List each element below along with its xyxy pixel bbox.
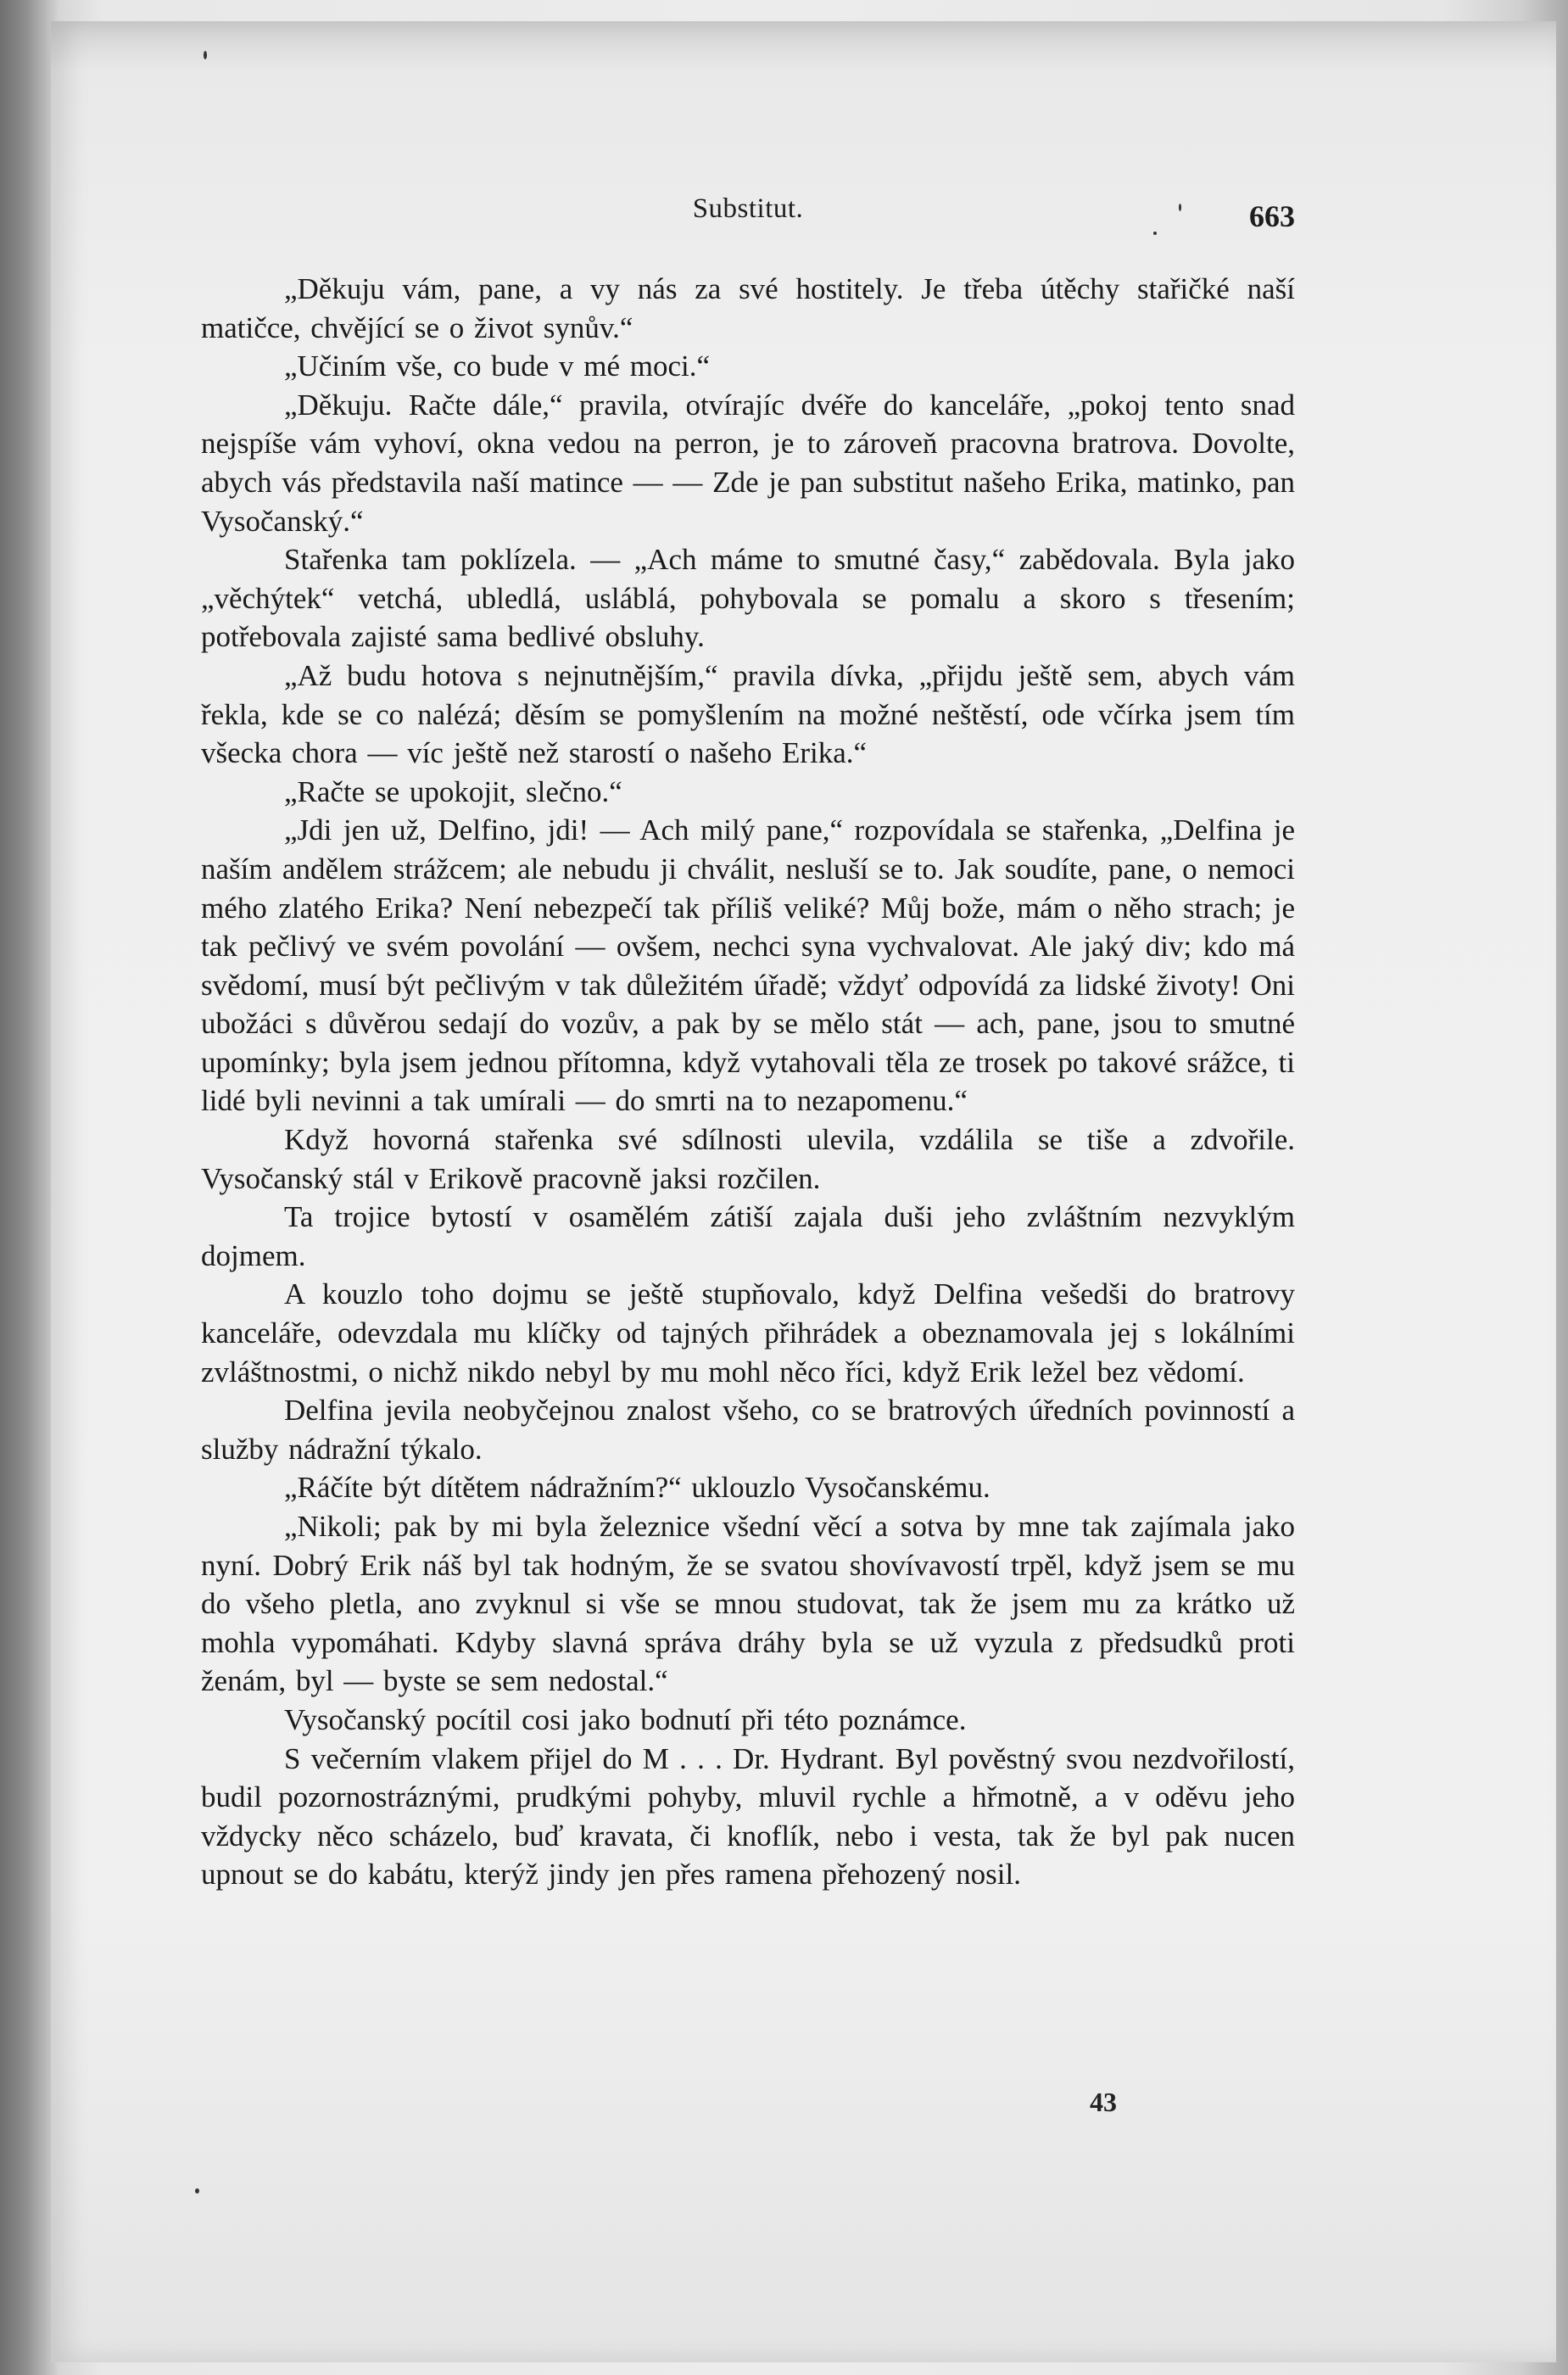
paragraph: „Račte se upokojit, slečno.“ <box>284 774 622 808</box>
paragraph: S večerním vlakem přijel do M . . . Dr. Hydrant. Byl pověstný svou nezdvořilostí, budil pozornostráznými, prudkými pohyby, mluvil rychle a hřmotně, a v oděvu jeho vždycky něco scházelo, buď kravata, či knoflík, nebo i vesta, tak že byl pak nucen upnout se do kabátu, kterýž jindy jen přes ramena přehozený nosil. <box>201 1741 1295 1892</box>
body-text <box>201 270 1295 1894</box>
paragraph: Stařenka tam poklízela. — „Ach máme to smutné časy,“ zabědovala. Byla jako „věchýtek“ vetchá, ubledlá, usláblá, pohybovala se pomalu a skoro s třesením; potřebovala zajisté sama bedlivé obsluhy. <box>201 543 1295 654</box>
print-speck <box>195 2188 199 2193</box>
paragraph: Když hovorná stařenka své sdílnosti ulevila, vzdálila se tiše a zdvořile. Vysočanský stál v Erikově pracovně jaksi rozčilen. <box>201 1123 1295 1195</box>
paragraph: „Nikoli; pak by mi byla železnice všední věcí a sotva by mne tak zajímala jako nyní. Dobrý Erik náš byl tak hodným, že se svatou shovívavostí trpěl, když jsem se mu do všeho pletla, ano zvyknul si vše se mnou studovat, tak že jsem mu za krátko už mohla vypomáhati. Kdyby slavná správa dráhy byla se už vyzula z předsudků proti ženám, byl — byste se sem nedostal.“ <box>201 1510 1295 1698</box>
paragraph: A kouzlo toho dojmu se ještě stupňovalo, když Delfina vešedši do bratrovy kanceláře, odevzdala mu klíčky od tajných přihrádek a obeznamovala jej s lokálními zvláštnostmi, o nichž nikdo nebyl by mu mohl něco říci, když Erik ležel bez vědomí. <box>201 1277 1295 1389</box>
paragraph: „Ráčíte být dítětem nádražním?“ uklouzlo Vysočanskému. <box>284 1471 990 1505</box>
paragraph: Ta trojice bytostí v osamělém zátiší zajala duši jeho zvláštním nezvyklým dojmem. <box>201 1200 1295 1272</box>
print-speck <box>204 51 207 59</box>
paragraph: „Děkuju vám, pane, a vy nás za své hostitely. Je třeba útěchy stařičké naší matičce, chvějící se o život synův.“ <box>201 272 1295 344</box>
printer-signature-mark: 43 <box>1090 2087 1117 2117</box>
paragraph: „Děkuju. Račte dále,“ pravila, otvírajíc dvéře do kanceláře, „pokoj tento snad nejspíše vám vyhoví, okna vedou na perron, je to zároveň pracovna bratrova. Dovolte, abych vás představila naší matince — — Zde je pan substitut našeho Erika, matinko, pan Vysočanský.“ <box>201 388 1296 538</box>
page-header <box>201 193 1295 236</box>
paragraph: „Učiním vše, co bude v mé moci.“ <box>284 349 711 383</box>
paragraph: Vysočanský pocítil cosi jako bodnutí při této poznámce. <box>284 1702 967 1736</box>
paragraph: „Jdi jen už, Delfino, jdi! — Ach milý pane,“ rozpovídala se stařenka, „Delfina je naším andělem strážcem; ale nebudu ji chválit, nesluší se to. Jak soudíte, pane, o nemoci mého zlatého Erika? Není nebezpečí tak příliš veliké? Můj bože, mám o něho strach; je tak pečlivý ve svém povolání — ovšem, nechci syna vychvalovat. Ale jaký div; kdo má svědomí, musí být pečlivým v tak důležitém úřadě; vždyť odpovídá za lidské životy! Oni ubožáci s důvěrou sedají do vozův, a pak by se mělo stát — ach, pane, jsou to smutné upomínky; byla jsem jednou přítomna, když vytahovali těla ze trosek po takové srážce, ti lidé byli nevinni a tak umírali — do smrti na to nezapomenu.“ <box>201 813 1295 1118</box>
paragraph: „Až budu hotova s nejnutnějším,“ pravila dívka, „přijdu ještě sem, abych vám řekla, kde se co nalézá; děsím se pomyšlením na možné neštěstí, ode včírka jsem tím všecka chora — víc ještě než starostí o našeho Erika.“ <box>201 658 1295 770</box>
paragraph: Delfina jevila neobyčejnou znalost všeho, co se bratrových úředních povinností a služby nádražní týkalo. <box>201 1394 1295 1466</box>
running-title: Substitut. <box>692 193 804 224</box>
page-number: 663 <box>1249 199 1295 233</box>
